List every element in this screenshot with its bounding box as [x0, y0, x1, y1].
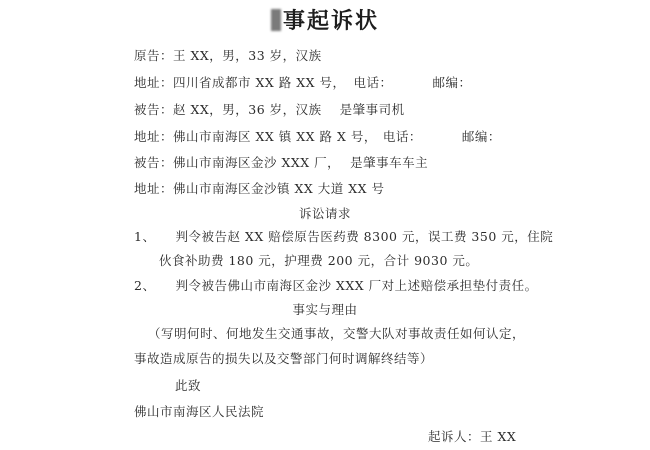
plaintiff-line: 原告：王 XX，男，33 岁，汉族: [134, 48, 322, 63]
facts-line-1: （写明何时、何地发生交通事故，交警大队对事故责任如何认定，: [148, 326, 526, 341]
signature-line: 起诉人：王 XX: [428, 429, 517, 444]
redacted-character: [271, 9, 281, 31]
claim-1-line-2: 伙食补助费 180 元，护理费 200 元，合计 9030 元。: [159, 253, 479, 268]
document-title: 事起诉状: [0, 4, 650, 35]
defendant1-line: 被告：赵 XX，男，36 岁，汉族 是肇事司机: [134, 102, 405, 117]
closing-salutation: 此致: [175, 378, 202, 393]
claim-2-line: 2、 判令被告佛山市南海区金沙 XXX 厂对上述赔偿承担垫付责任。: [134, 278, 538, 293]
court-name: 佛山市南海区人民法院: [134, 404, 265, 419]
claim-1-line-1: 1、 判令被告赵 XX 赔偿原告医药费 8300 元，误工费 350 元，住院: [134, 229, 554, 244]
plaintiff-address-line: 地址：四川省成都市 XX 路 XX 号， 电话： 邮编：: [134, 75, 472, 90]
facts-line-2: 事故造成原告的损失以及交警部门何时调解终结等）: [134, 351, 434, 366]
claims-heading: 诉讼请求: [298, 206, 351, 221]
defendant1-address-line: 地址：佛山市南海区 XX 镇 XX 路 X 号， 电话： 邮编：: [134, 129, 501, 144]
defendant2-address-line: 地址：佛山市南海区金沙镇 XX 大道 XX 号: [134, 181, 385, 196]
facts-heading: 事实与理由: [292, 302, 358, 317]
defendant2-line: 被告：佛山市南海区金沙 XXX 厂， 是肇事车车主: [134, 155, 429, 170]
